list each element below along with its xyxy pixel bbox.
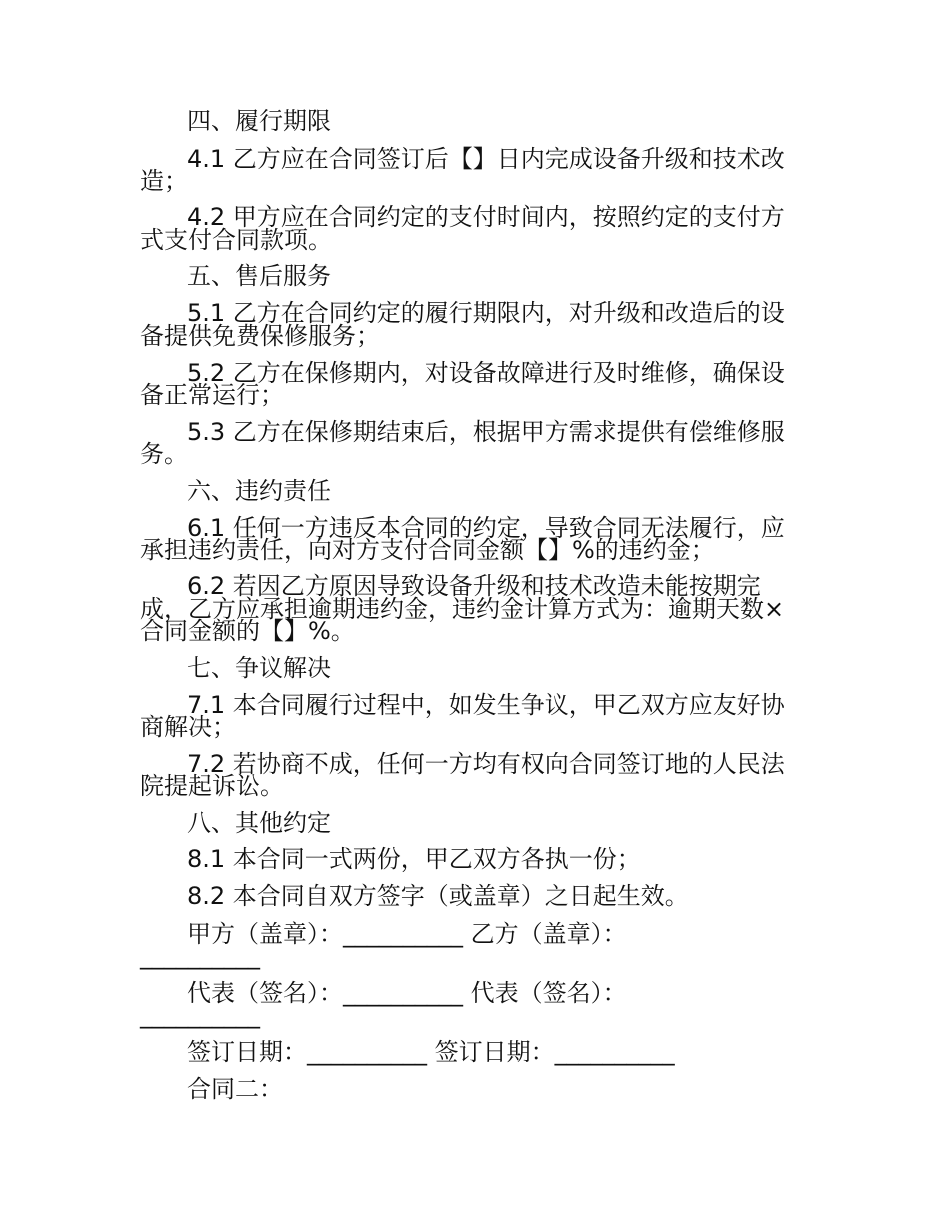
clause-7-1: 7.1 本合同履行过程中，如发生争议，甲乙双方应友好协 <box>187 691 785 719</box>
clause-6-1-continued: 承担违约责任，向对方支付合同金额【】%的违约金； <box>140 536 715 564</box>
clause-4-1-continued: 造； <box>140 167 188 195</box>
clause-5-3: 5.3 乙方在保修期结束后，根据甲方需求提供有偿维修服 <box>187 418 785 446</box>
clause-5-3-continued: 务。 <box>140 440 188 468</box>
clause-6-2: 6.2 若因乙方原因导致设备升级和技术改造未能按期完 <box>187 572 761 600</box>
clause-5-2: 5.2 乙方在保修期内，对设备故障进行及时维修，确保设 <box>187 359 785 387</box>
contract-two-heading: 合同二： <box>187 1075 283 1103</box>
seal-line-continued: __________ <box>140 942 260 970</box>
clause-4-2-continued: 式支付合同款项。 <box>140 226 332 254</box>
representative-line-continued: __________ <box>140 1001 260 1029</box>
seal-line: 甲方（盖章）：__________ 乙方（盖章）： <box>187 920 627 948</box>
clause-8-1: 8.1 本合同一式两份，甲乙双方各执一份； <box>187 845 641 873</box>
section-heading-6: 六、违约责任 <box>187 477 331 505</box>
clause-4-1: 4.1 乙方应在合同签订后【】日内完成设备升级和技术改 <box>187 145 785 173</box>
representative-line: 代表（签名）：__________ 代表（签名）： <box>187 979 627 1007</box>
clause-6-1: 6.1 任何一方违反本合同的约定，导致合同无法履行，应 <box>187 514 785 542</box>
clause-7-2: 7.2 若协商不成，任何一方均有权向合同签订地的人民法 <box>187 750 785 778</box>
section-heading-5: 五、售后服务 <box>187 262 331 290</box>
clause-5-1: 5.1 乙方在合同约定的履行期限内，对升级和改造后的设 <box>187 299 785 327</box>
clause-5-2-continued: 备正常运行； <box>140 381 284 409</box>
clause-6-2-continued: 成，乙方应承担逾期违约金，违约金计算方式为：逾期天数× <box>140 595 785 623</box>
section-heading-8: 八、其他约定 <box>187 809 331 837</box>
clause-4-2: 4.2 甲方应在合同约定的支付时间内，按照约定的支付方 <box>187 203 785 231</box>
clause-6-2-continued-2: 合同金额的【】%。 <box>140 617 355 645</box>
clause-7-2-continued: 院提起诉讼。 <box>140 772 284 800</box>
section-heading-4: 四、履行期限 <box>187 107 331 135</box>
clause-8-2: 8.2 本合同自双方签字（或盖章）之日起生效。 <box>187 882 689 910</box>
sign-date-line: 签订日期：__________ 签订日期：__________ <box>187 1038 675 1066</box>
clause-5-1-continued: 备提供免费保修服务； <box>140 322 380 350</box>
clause-7-1-continued: 商解决； <box>140 713 236 741</box>
section-heading-7: 七、争议解决 <box>187 654 331 682</box>
